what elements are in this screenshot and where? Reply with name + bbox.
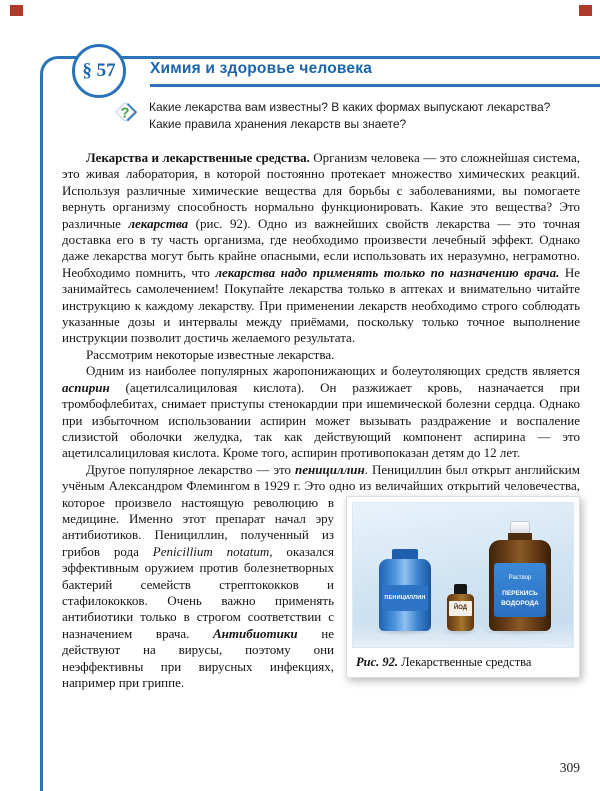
run-bold-italic: лекарства bbox=[128, 215, 189, 231]
paragraph-consider bbox=[62, 347, 580, 363]
paragraph-aspirin bbox=[62, 363, 580, 461]
svg-text:?: ? bbox=[120, 104, 130, 122]
run-bold-italic: аспирин bbox=[62, 379, 110, 395]
title-underline bbox=[150, 84, 600, 87]
run: (ацетилсалициловая кислота). Он разжижает кровь, назначается при тромбофлебитах, снимает приступы стенокардии при ишемической болезни сердца. Однако при избыточном использовании аспирин может вызывать раздражение и воспаление слизистой оболочки желудка, так как действующий компонент аспирина — это ацетилсалициловая кислота. Кроме того, аспирин противопоказан детям до 12 лет. bbox=[62, 379, 580, 461]
figure-caption bbox=[352, 648, 574, 673]
medicines-photo bbox=[352, 502, 574, 648]
run: Организм человека — это сложнейшая система, это живая лаборатория, в которой постоянно протекает множество химических реакций. Используя различные химические вещества для борьбы с заболеваниями, вы помогаете вернуть организму способность нормально функционировать. Какие это вещества? Это различные bbox=[62, 150, 581, 231]
run-bold-italic: пенициллин bbox=[295, 461, 365, 477]
peroxide-label-line3: ВОДОРОДА bbox=[501, 599, 539, 607]
question-mark-icon bbox=[112, 99, 139, 126]
figure-caption-text: Лекарственные средства bbox=[401, 654, 532, 669]
section-badge bbox=[72, 44, 126, 98]
run: Рассмотрим некоторые известные лекарства. bbox=[86, 346, 335, 362]
section-number: § 57 bbox=[82, 60, 116, 81]
peroxide-label-line2: ПЕРЕКИСЬ bbox=[502, 590, 538, 598]
peroxide-label-line1: Раствор bbox=[508, 574, 532, 581]
run-bold: Лекарства и лекарственные средства. bbox=[86, 150, 314, 165]
red-corner-mark-left bbox=[10, 5, 23, 16]
page-number: 309 bbox=[559, 760, 580, 775]
paragraph-medicines-intro bbox=[62, 150, 580, 347]
run-italic: Penicillium notatum bbox=[152, 543, 270, 559]
penicillin-bottle-label: ПЕНИЦИЛЛИН bbox=[382, 585, 428, 611]
iodine-bottle-label: ЙОД bbox=[449, 601, 472, 616]
run: не действуют на вирусы, поэтому они неэффективны при вирусных инфекциях, например при гриппе. bbox=[62, 625, 334, 690]
question-block bbox=[112, 99, 582, 132]
peroxide-bottle bbox=[489, 521, 551, 631]
run-bold-italic: Антибиотики bbox=[213, 625, 298, 641]
figure-92 bbox=[346, 496, 580, 679]
run: , оказался эффективным оружием против болезнетворных бактерий семейств стрептококков и стафилококков. Очень важно применять антибиотики только в строгом соответствии с назначением врача. bbox=[62, 543, 334, 641]
paragraph-penicillin bbox=[62, 462, 580, 692]
run: Не занимайтесь самолечением! Покупайте лекарства только в аптеках и внимательно читайте инструкцию к каждому лекарству. При применении лекарств необходимо строго соблюдать указанные дозы и интервалы между приёмами, поскольку только точное выполнение инструкции позволит достичь желаемого результата. bbox=[62, 264, 580, 346]
figure-caption-label: Рис. 92. bbox=[356, 654, 399, 669]
run: Другое популярное лекарство — это bbox=[86, 461, 296, 477]
question-text: Какие лекарства вам известны? В каких формах выпускают лекарства? Какие правила хранения лекарств вы знаете? bbox=[149, 100, 551, 131]
run: (рис. 92). Одно из важнейших свойств лекарства — это точная доставка его в ту часть организма, где необходимо произвести лечебный эффект. Однако даже лекарства могут быть крайне опасными, если использовать их неразумно, неграмотно. Необходимо помнить, что bbox=[62, 215, 581, 280]
iodine-bottle bbox=[447, 584, 474, 631]
run-bold-italic: лекарства надо применять только по назначению врача. bbox=[215, 264, 560, 280]
run: Одним из наиболее популярных жаропонижающих и болеутоляющих средств является bbox=[86, 363, 580, 379]
body-text bbox=[62, 150, 580, 691]
red-corner-mark-right bbox=[579, 5, 592, 16]
chapter-title: Химия и здоровье человека bbox=[150, 60, 373, 77]
run: . Пенициллин был открыт английским учёным Александром Флемингом в 1929 г. Это одно из величайших открытий человечества, которое произвело настоящую революцию в медицине. Именно этот препарат начал эру антибиотиков. Пенициллин, полученный из грибов рода bbox=[62, 461, 580, 559]
peroxide-bottle-label bbox=[494, 563, 546, 617]
penicillin-bottle bbox=[379, 549, 431, 631]
